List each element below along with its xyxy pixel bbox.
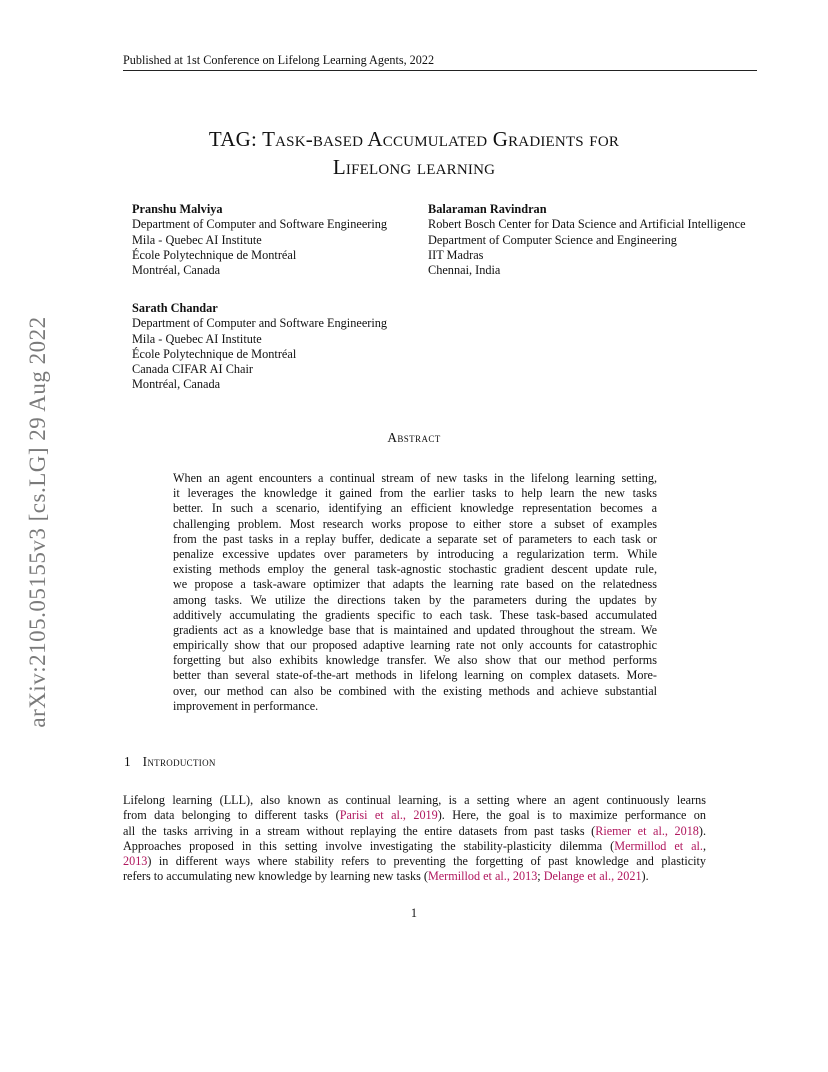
author-affiliation: Department of Computer and Software Engineering [132, 217, 388, 232]
citation-author: Riemer et al. [595, 823, 665, 838]
text-run: ; [537, 869, 544, 884]
intro-line [123, 854, 706, 869]
citation-year: 2019 [413, 808, 438, 823]
citation-link[interactable]: Mermillod et al. [614, 838, 703, 853]
abstract-line: better than several state-of-the-art methods in lifelong learning on complex datasets. More- [173, 668, 657, 683]
abstract-line: over, our method can also be combined with the existing methods and achieve substantial [173, 683, 657, 698]
citation-year: 2018 [674, 823, 699, 838]
citation-separator: , [664, 823, 675, 838]
citation-separator: , [402, 808, 414, 823]
abstract-heading: Abstract [387, 430, 441, 445]
title-line-1: TAG: Task-based Accumulated Gradients for [208, 127, 620, 151]
abstract-line: better. In such a scenario, identifying an efficient knowledge representation becomes a [173, 501, 657, 516]
abstract-line: forgetting but also exhibits knowledge transfer. We also show that our method performs [173, 653, 657, 668]
text-run: ). [698, 823, 706, 838]
abstract-line: empirically show that our proposed adaptive learning rate not only accounts for catastrophic [173, 638, 657, 653]
section-title: Introduction [142, 754, 216, 769]
author-affiliation: IIT Madras [428, 247, 484, 262]
abstract-line: gradients act as a knowledge base that is maintained and updated throughout the stream. We [173, 622, 657, 637]
citation-link[interactable]: 2013 [123, 854, 148, 869]
intro-line [123, 839, 706, 854]
author-affiliation: École Polytechnique de Montréal [132, 247, 297, 262]
author-affiliation: Canada CIFAR AI Chair [132, 362, 254, 377]
section-heading [124, 754, 216, 770]
abstract-line: existing methods employ the general task-agnostic stochastic gradient descent update rule, [173, 562, 657, 577]
text-run: from data belonging to different tasks ( [123, 808, 340, 823]
introduction-body [123, 793, 706, 885]
author-affiliation: Department of Computer and Software Engineering [132, 316, 388, 331]
abstract-line: from the past tasks in a replay buffer, dedicate a separate set of parameters to each task or [173, 531, 657, 546]
abstract-line: improvement in performance. [173, 698, 319, 713]
citation-link[interactable] [595, 824, 699, 838]
citation-author: Mermillod et al. [427, 869, 507, 884]
author-name: Sarath Chandar [132, 301, 218, 315]
author-2 [428, 202, 746, 278]
author-affiliation: École Polytechnique de Montréal [132, 346, 297, 361]
running-header: Published at 1st Conference on Lifelong Learning Agents, 2022 [123, 53, 435, 67]
citation-separator: , [611, 869, 618, 884]
author-name: Balaraman Ravindran [428, 202, 547, 216]
section-number: 1 [124, 754, 131, 769]
abstract-line: penalize excessive updates over parameters by introducing a regularization term. While [173, 546, 657, 561]
author-affiliation: Robert Bosch Center for Data Science and Artificial Intelligence [428, 217, 746, 232]
author-affiliation: Department of Computer Science and Engineering [428, 232, 677, 247]
intro-line [123, 808, 706, 823]
citation-separator: , [506, 869, 513, 884]
citation-link[interactable] [544, 869, 642, 883]
page-number: 1 [410, 906, 418, 920]
citation-author: Delange et al. [543, 869, 612, 884]
citation-link[interactable] [428, 869, 537, 883]
text-run: , [702, 838, 706, 853]
citation-author: Parisi et al. [339, 808, 403, 823]
text-run: all the tasks arriving in a stream without replaying the entire datasets from past tasks ( [123, 823, 596, 838]
author-affiliation: Mila - Quebec AI Institute [132, 331, 262, 346]
paper-title [100, 125, 728, 181]
author-affiliation: Montréal, Canada [132, 377, 221, 392]
abstract-line: challenging problem. Most research works propose to either store a subset of examples [173, 516, 657, 531]
citation-year: 2013 [512, 869, 538, 884]
intro-line [123, 869, 706, 884]
title-line-2: Lifelong learning [332, 155, 496, 179]
intro-line [123, 824, 706, 839]
author-affiliation: Mila - Quebec AI Institute [132, 232, 262, 247]
author-name: Pranshu Malviya [132, 202, 223, 216]
text-run: ). [641, 869, 649, 884]
text-run: Lifelong learning (LLL), also known as continual learning, is a setting where an agent continuously learns [123, 793, 706, 807]
abstract-line: it leverages the knowledge it gained from the earlier tasks to help learn the new tasks [173, 486, 657, 501]
text-run: ) in different ways where stability refers to preventing the forgetting of past knowledge and plasticity [147, 854, 706, 869]
author-affiliation: Chennai, India [428, 263, 501, 278]
header-rule [123, 70, 757, 71]
citation-year: 2021 [617, 869, 642, 884]
abstract-line: among tasks. We utilize the directions taken by the parameters during the updates by [173, 592, 657, 607]
abstract-body [173, 471, 657, 714]
abstract-line: we propose a task-aware optimizer that adapts the learning rate based on the relatedness [173, 577, 657, 592]
text-run: Approaches proposed in this setting involve investigating the stability-plasticity dilemma ( [123, 838, 615, 853]
author-affiliation: Montréal, Canada [132, 263, 221, 278]
author-1 [132, 202, 387, 278]
citation-link[interactable] [340, 808, 438, 822]
abstract-line: additively accumulating the gradients specific to each task. These task-based accumulated [173, 607, 657, 622]
text-run: refers to accumulating new knowledge by learning new tasks ( [123, 869, 428, 884]
author-3 [132, 301, 387, 393]
abstract-line: When an agent encounters a continual stream of new tasks in the lifelong learning setting, [173, 471, 657, 485]
arxiv-identifier: arXiv:2105.05155v3 [cs.LG] 29 Aug 2022 [25, 316, 50, 728]
intro-line [123, 793, 706, 808]
text-run: ). Here, the goal is to maximize performance on [437, 808, 706, 823]
